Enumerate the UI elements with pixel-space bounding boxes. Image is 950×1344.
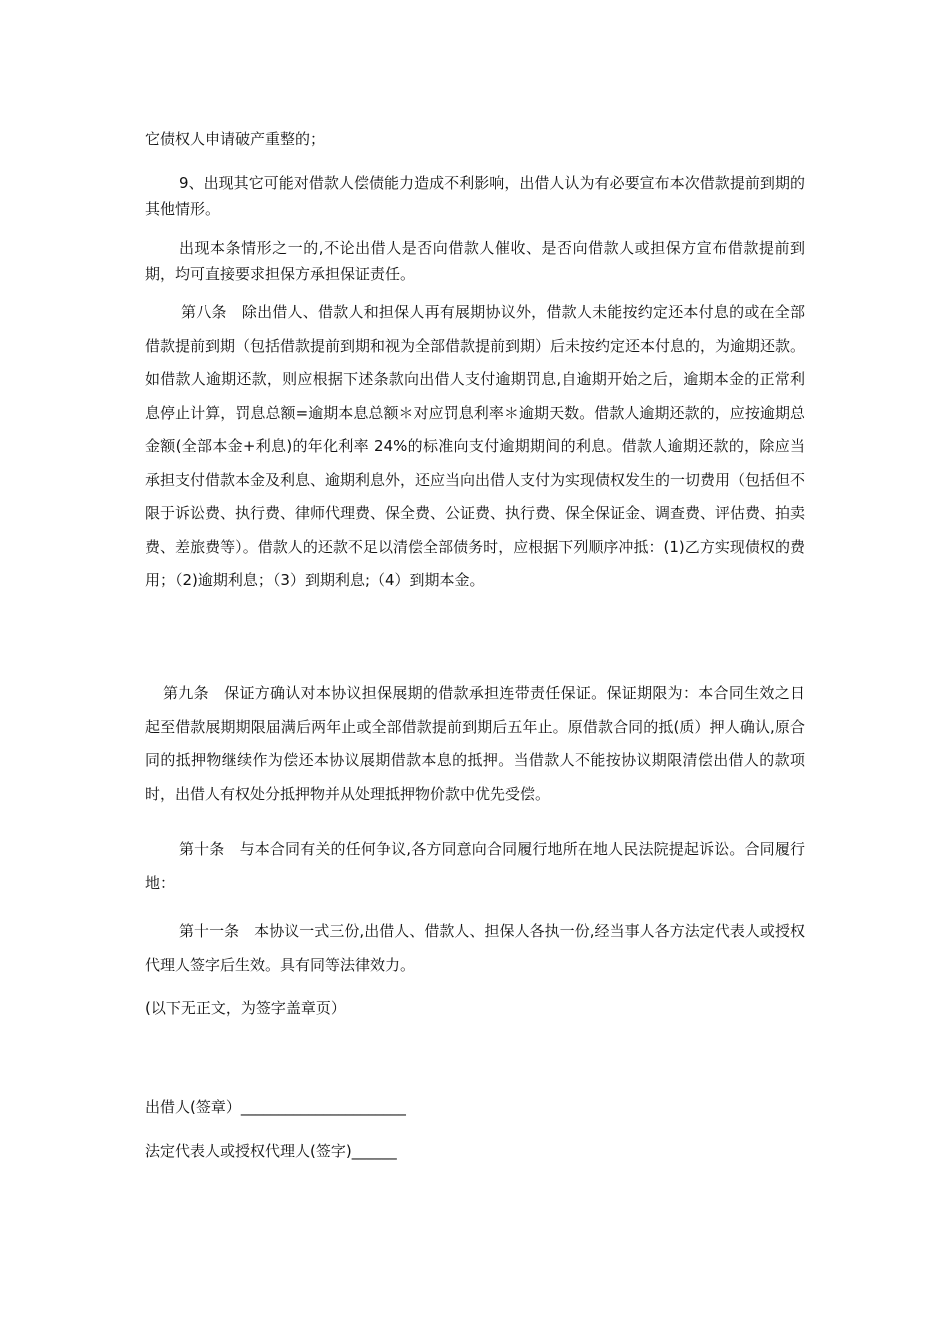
signature-line-representative: 法定代表人或授权代理人(签字)______ (145, 1142, 397, 1160)
signature-line-lender: 出借人(签章）______________________ (145, 1098, 406, 1116)
paragraph-item-9: 9、出现其它可能对借款人偿债能力造成不利影响，出借人认为有必要宣布本次借款提前到期的其他情形。 (145, 174, 805, 218)
paragraph-article-8: 第八条 除出借人、借款人和担保人再有展期协议外，借款人未能按约定还本付息的或在全部借款提前到期（包括借款提前到期和视为全部借款提前到期）后未按约定还本付息的，为逾期还款。如借款人逾期还款，则应根据下述条款向出借人支付逾期罚息,自逾期开始之后，逾期本金的正常利息停止计算，罚息总额=逾期本息总额＊对应罚息利率＊逾期天数。借款人逾期还款的，应按逾期总金额(全部本金+利息)的年化利率 24%的标准向支付逾期期间的利息。借款人逾期还款的，除应当承担支付借款本金及利息、逾期利息外，还应当向出借人支付为实现债权发生的一切费用（包括但不限于诉讼费、执行费、律师代理费、保全费、公证费、执行费、保全保证金、调查费、评估费、拍卖费、差旅费等）。借款人的还款不足以清偿全部债务时，应根据下列顺序冲抵：(1)乙方实现债权的费用；（2)逾期利息；（3）到期利息;（4）到期本金。 (145, 303, 806, 589)
paragraph-clause-continuation: 它债权人申请破产重整的； (145, 130, 326, 148)
paragraph-article-11: 第十一条 本协议一式三份,出借人、借款人、担保人各执一份,经当事人各方法定代表人或授权代理人签字后生效。具有同等法律效力。 (145, 922, 805, 974)
paragraph-article-9: 第九条 保证方确认对本协议担保展期的借款承担连带责任保证。保证期限为：本合同生效之日起至借款展期期限届满后两年止或全部借款提前到期后五年止。原借款合同的抵(质）押人确认,原合同的抵押物继续作为偿还本协议展期借款本息的抵押。当借款人不能按协议期限清偿出借人的款项时，出借人有权处分抵押物并从处理抵押物价款中优先受偿。 (145, 684, 805, 803)
paragraph-end-note: (以下无正文，为签字盖章页） (145, 999, 346, 1017)
paragraph-article-10: 第十条 与本合同有关的任何争议,各方同意向合同履行地所在地人民法院提起诉讼。合同履行地： (145, 840, 805, 892)
paragraph-guarantee-note: 出现本条情形之一的,不论出借人是否向借款人催收、是否向借款人或担保方宣布借款提前到期，均可直接要求担保方承担保证责任。 (145, 239, 805, 283)
